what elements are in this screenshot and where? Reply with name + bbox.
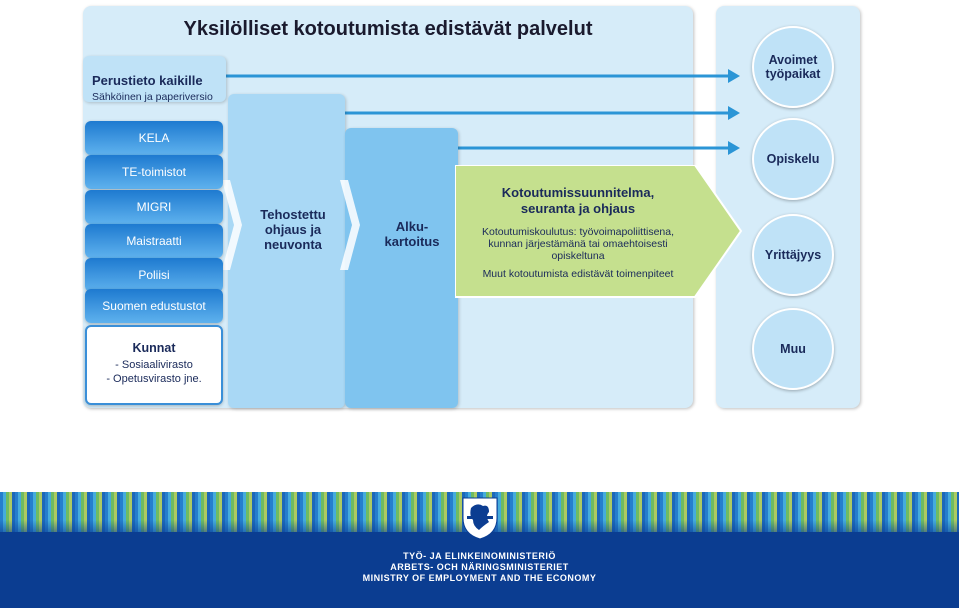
actor-poliisi: Poliisi: [85, 258, 223, 292]
plan-title-line: seuranta ja ohjaus: [520, 201, 636, 216]
tehostettu-line: Tehostettu: [260, 207, 326, 222]
footer-line-fi: TYÖ- JA ELINKEINOMINISTERIÖ: [403, 551, 556, 561]
plan-item-line: Kotoutumiskoulutus: työvoimapoliittisena,: [481, 226, 674, 238]
outcome-line: Opiskelu: [766, 152, 820, 166]
lion-crest-icon: [459, 496, 501, 540]
actor-maistraatti: Maistraatti: [85, 224, 223, 258]
kunnat-line: - Opetusvirasto jne.: [106, 373, 202, 385]
footer-line-en: MINISTRY OF EMPLOYMENT AND THE ECONOMY: [362, 573, 597, 583]
chevron-1: [222, 180, 242, 270]
outcome-line: Yrittäjyys: [764, 248, 822, 262]
actor-te-toimistot: TE-toimistot: [85, 155, 223, 189]
actor-suomen-edustustot: Suomen edustustot: [85, 289, 223, 323]
tehostettu-line: neuvonta: [264, 237, 322, 252]
plan-item-line: kunnan järjestämänä tai omaehtoisesti: [488, 238, 668, 250]
plan-item-muut: Muut kotoutumista edistävät toimenpiteet: [482, 268, 674, 280]
arrow-head-1: [728, 69, 740, 83]
plan-item-koulutus: [458, 226, 698, 262]
kunnat-line: - Sosiaalivirasto: [115, 359, 193, 371]
column-alkukartoitus: [345, 128, 458, 408]
actor-migri: MIGRI: [85, 190, 223, 224]
chevron-2: [340, 180, 360, 270]
arrow-head-2: [728, 106, 740, 120]
plan-title: [458, 185, 698, 217]
outcome-line: työpaikat: [765, 67, 821, 81]
diagram-title: Yksilölliset kotoutumista edistävät palvelut: [183, 18, 593, 40]
outcome-line: Avoimet: [768, 53, 818, 67]
tehostettu-label: [243, 207, 343, 252]
outcome-line: Muu: [780, 342, 806, 356]
plan-title-line: Kotoutumissuunnitelma,: [501, 185, 655, 200]
outcome-yrittajyys: [752, 214, 834, 296]
kunnat-title: Kunnat: [132, 341, 176, 355]
alku-line: kartoitus: [384, 234, 440, 249]
actor-kela: KELA: [85, 121, 223, 155]
plan-item-line: opiskeltuna: [551, 250, 605, 262]
perustieto-subtitle: Sähköinen ja paperiversio: [92, 91, 213, 103]
arrow-head-3: [728, 141, 740, 155]
outcome-muu: [752, 308, 834, 390]
outcome-avoimet-tyopaikat: [752, 26, 834, 108]
alku-line: Alku-: [395, 219, 429, 234]
kunnat-box: [85, 325, 223, 405]
perustieto-title: Perustieto kaikille: [92, 73, 203, 88]
alkukartoitus-label: [362, 219, 462, 249]
outcome-opiskelu: [752, 118, 834, 200]
footer-line-sv: ARBETS- OCH NÄRINGSMINISTERIET: [390, 562, 569, 572]
tehostettu-line: ohjaus ja: [264, 222, 322, 237]
